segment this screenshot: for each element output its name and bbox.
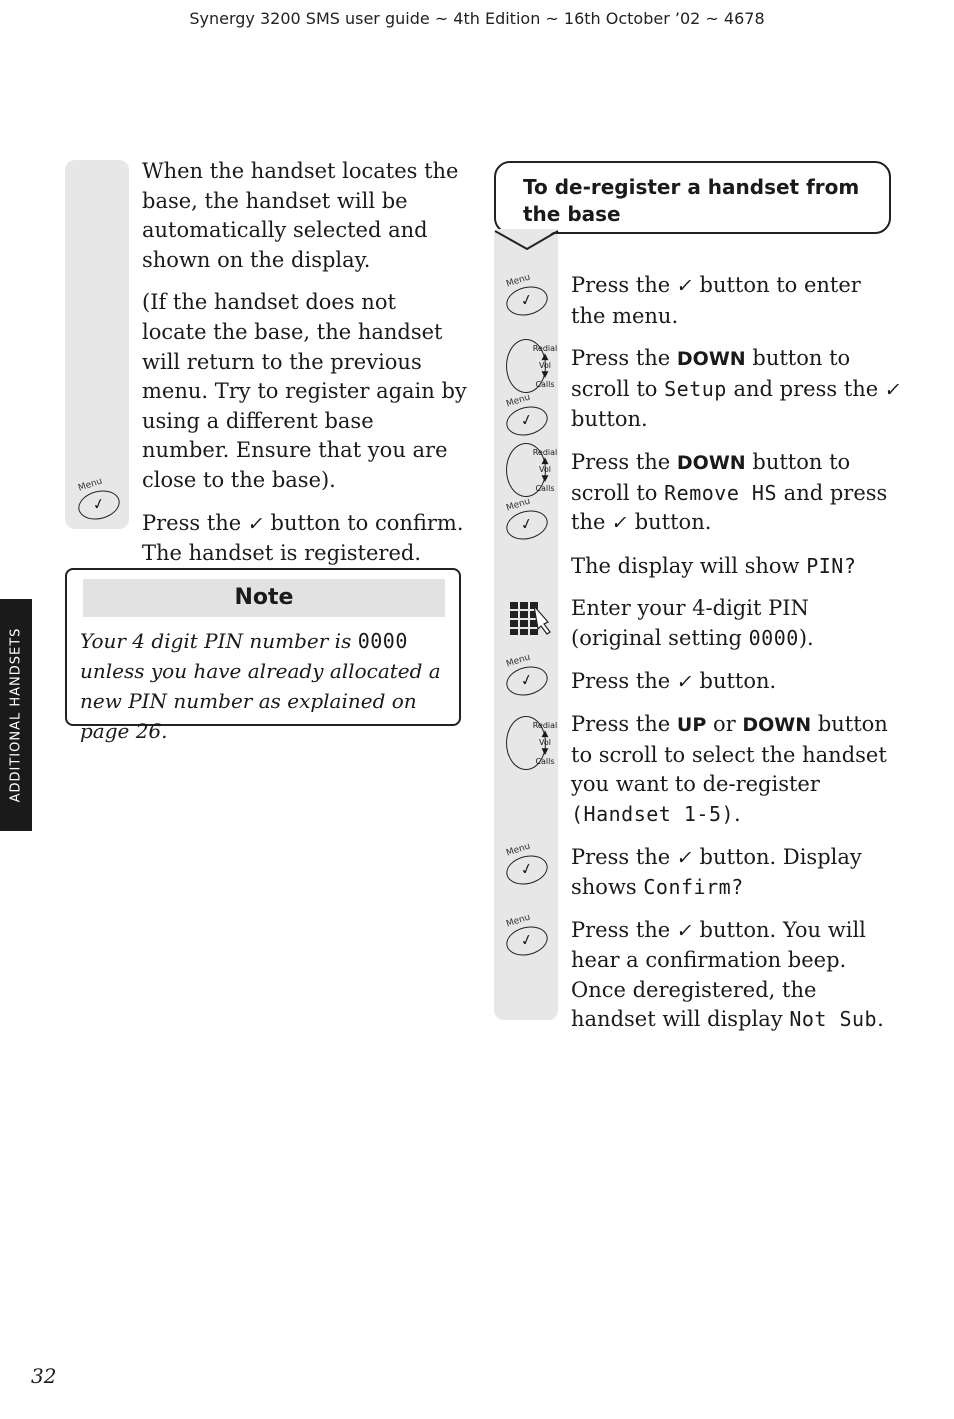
menu-button-icon: Menu ✓ bbox=[504, 500, 550, 546]
ok-check-icon: ✓ bbox=[883, 378, 903, 401]
step-deregistered: Press the ✓ button. You will hear a confirmation beep. Once deregistered, the handset will display Not Sub. bbox=[571, 917, 884, 1032]
display-text: Not Sub bbox=[789, 1007, 878, 1032]
display-text: Remove HS bbox=[664, 480, 777, 505]
display-text: 0000 bbox=[748, 625, 799, 650]
left-instructions bbox=[142, 157, 467, 582]
page-number: 32 bbox=[31, 1364, 57, 1388]
step-press-ok: Press the ✓ button. bbox=[571, 667, 901, 698]
pin-code: 0000 bbox=[357, 629, 408, 653]
step-enter-pin: Enter your 4-digit PIN (original setting 0000). bbox=[571, 596, 814, 650]
menu-button-icon: Menu ✓ bbox=[504, 845, 550, 891]
keypad-icon bbox=[508, 598, 554, 638]
step-scroll-setup: Press the DOWN button to scroll to Setup and press the ✓ button. bbox=[571, 346, 903, 432]
ok-check-icon: ✓ bbox=[675, 919, 695, 942]
step-display-pin: The display will show PIN? bbox=[571, 553, 857, 578]
paragraph-confirm: Press the ✓ button to confirm. The handset is registered. bbox=[142, 510, 464, 566]
ok-check-icon: ✓ bbox=[675, 275, 695, 297]
page-header: Synergy 3200 SMS user guide ~ 4th Edition ~ 16th October ’02 ~ 4678 bbox=[189, 9, 765, 28]
menu-button-icon: Menu ✓ bbox=[504, 656, 550, 702]
paragraph-handset-not-located: (If the handset does not locate the base, the handset will return to the previous menu. Try to register again by using a different base number. Ensure that you are close to the base). bbox=[142, 290, 467, 492]
step-confirm: Press the ✓ button. Display shows Confirm? bbox=[571, 844, 862, 900]
display-text: (Handset 1-5) bbox=[571, 801, 735, 826]
redial-vol-calls-icon: Redial ▲ Vol ▼ Calls bbox=[504, 339, 548, 395]
step-select-handset: Press the UP or DOWN button to scroll to select the handset you want to de-register (Handset 1-5). bbox=[571, 712, 888, 826]
callout-tail-icon bbox=[494, 229, 564, 253]
menu-button-icon: Menu ✓ bbox=[504, 276, 550, 322]
step-enter-menu: Press the ✓ button to enter the menu. bbox=[571, 273, 861, 328]
paragraph-handset-located: When the handset locates the base, the handset will be automatically selected and shown on the display. bbox=[142, 159, 459, 272]
section-title: To de-register a handset from the base bbox=[523, 175, 860, 226]
menu-button-icon: Menu ✓ bbox=[504, 916, 550, 962]
menu-button-icon: Menu ✓ bbox=[76, 480, 122, 526]
ok-check-icon: ✓ bbox=[675, 846, 695, 869]
display-text: Setup bbox=[664, 376, 727, 401]
ok-check-icon: ✓ bbox=[246, 512, 266, 535]
menu-button-icon: Menu ✓ bbox=[504, 396, 550, 442]
ok-check-icon: ✓ bbox=[610, 512, 631, 535]
ok-check-icon: ✓ bbox=[675, 670, 695, 693]
section-title-callout bbox=[494, 161, 891, 234]
note-box bbox=[65, 568, 461, 743]
note-text: Your 4 digit PIN number is 0000 unless you have already allocated a new PIN number as explained on page 26. bbox=[80, 629, 441, 743]
display-text: Confirm? bbox=[643, 875, 744, 900]
step-scroll-remove-hs: Press the DOWN button to scroll to Remove HS and press the ✓ button. bbox=[571, 448, 901, 539]
section-side-tab: ADDITIONAL HANDSETS bbox=[0, 599, 32, 831]
left-icon-gutter bbox=[65, 160, 129, 529]
note-title: Note bbox=[83, 579, 445, 617]
deregister-steps bbox=[571, 271, 901, 1048]
redial-vol-calls-icon: Redial ▲ Vol ▼ Calls bbox=[504, 716, 548, 772]
display-text: PIN? bbox=[806, 553, 857, 578]
redial-vol-calls-icon: Redial ▲ Vol ▼ Calls bbox=[504, 443, 548, 499]
